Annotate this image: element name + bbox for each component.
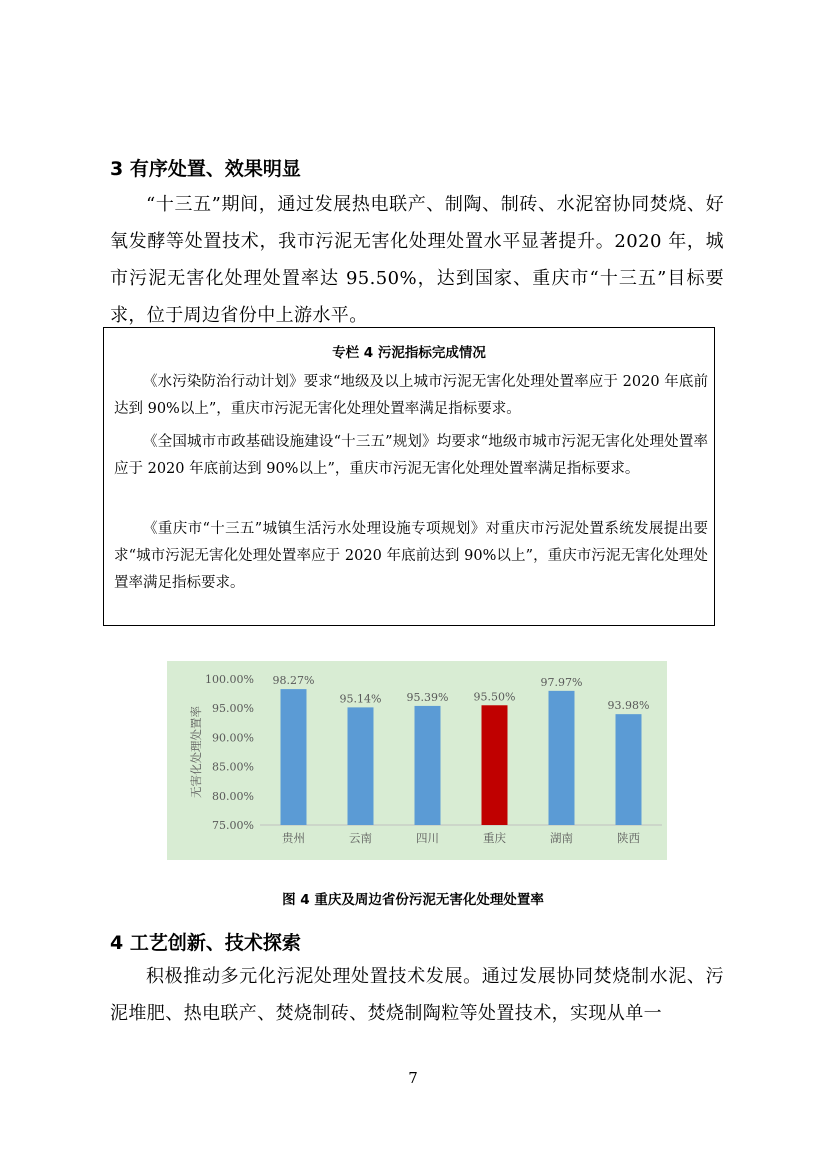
bar-2 [415,706,441,825]
y-tick-label: 95.00% [212,702,254,716]
section-4-paragraph: 积极推动多元化污泥处理处置技术发展。通过发展协同焚烧制水泥、污泥堆肥、热电联产、焚烧制砖、焚烧制陶粒等处置技术，实现从单一 [110,966,724,1024]
box-paragraph-3: 《重庆市“十三五”城镇生活污水处理设施专项规划》对重庆市污泥处置系统发展提出要求“城市污泥无害化处理处置率应于 2020 年底前达到 90%以上”，重庆市污泥无害化处理处置率满足指标要求。 [114,521,708,591]
sidebar-box-4 [103,327,715,626]
data-label: 93.98% [607,699,650,713]
y-tick-label: 100.00% [205,673,254,686]
y-tick-label: 85.00% [212,760,254,774]
x-tick-label: 湖南 [550,831,573,845]
figure-caption: 图 4 重庆及周边省份污泥无害化处理处置率 [282,892,544,908]
x-tick-label: 贵州 [282,831,305,845]
data-label: 98.27% [272,674,315,688]
x-tick-label: 四川 [416,831,439,845]
bar-1 [348,707,374,825]
treatment-rate-chart [167,661,667,860]
section-3-paragraph: “十三五”期间，通过发展热电联产、制陶、制砖、水泥窑协同焚烧、好氧发酵等处置技术，我市污泥无害化处理处置水平显著提升。2020 年，城市污泥无害化处理处置率达 95.50%，达到国家、重庆市“十三五”目标要求，位于周边省份中上游水平。 [110,194,724,326]
y-tick-label: 75.00% [212,819,254,832]
y-axis-title: 无害化处理处置率 [189,706,203,798]
box-title: 专栏 4 污泥指标完成情况 [332,345,486,361]
bar-3 [482,705,508,825]
section-3-heading: 3 有序处置、效果明显 [110,158,301,180]
x-tick-label: 重庆 [483,831,506,845]
page-number: 7 [408,1069,418,1087]
chart-canvas [167,661,667,860]
data-label: 95.50% [473,690,516,704]
box-paragraph-2: 《全国城市市政基础设施建设“十三五”规划》均要求“地级市城市污泥无害化处理处置率应于 2020 年底前达到 90%以上”，重庆市污泥无害化处理处置率满足指标要求。 [114,434,708,477]
section-4-heading: 4 工艺创新、技术探索 [110,932,301,954]
data-label: 95.14% [339,692,382,706]
x-tick-label: 云南 [349,831,372,845]
y-tick-label: 90.00% [212,731,254,745]
bar-4 [549,691,575,825]
bar-0 [281,689,307,825]
data-label: 95.39% [406,690,449,704]
y-tick-label: 80.00% [212,789,254,803]
data-label: 97.97% [540,675,583,689]
x-tick-label: 陕西 [617,831,640,845]
bar-5 [616,714,642,825]
box-paragraph-1: 《水污染防治行动计划》要求“地级及以上城市污泥无害化处理处置率应于 2020 年底前达到 90%以上”，重庆市污泥无害化处理处置率满足指标要求。 [114,374,708,417]
